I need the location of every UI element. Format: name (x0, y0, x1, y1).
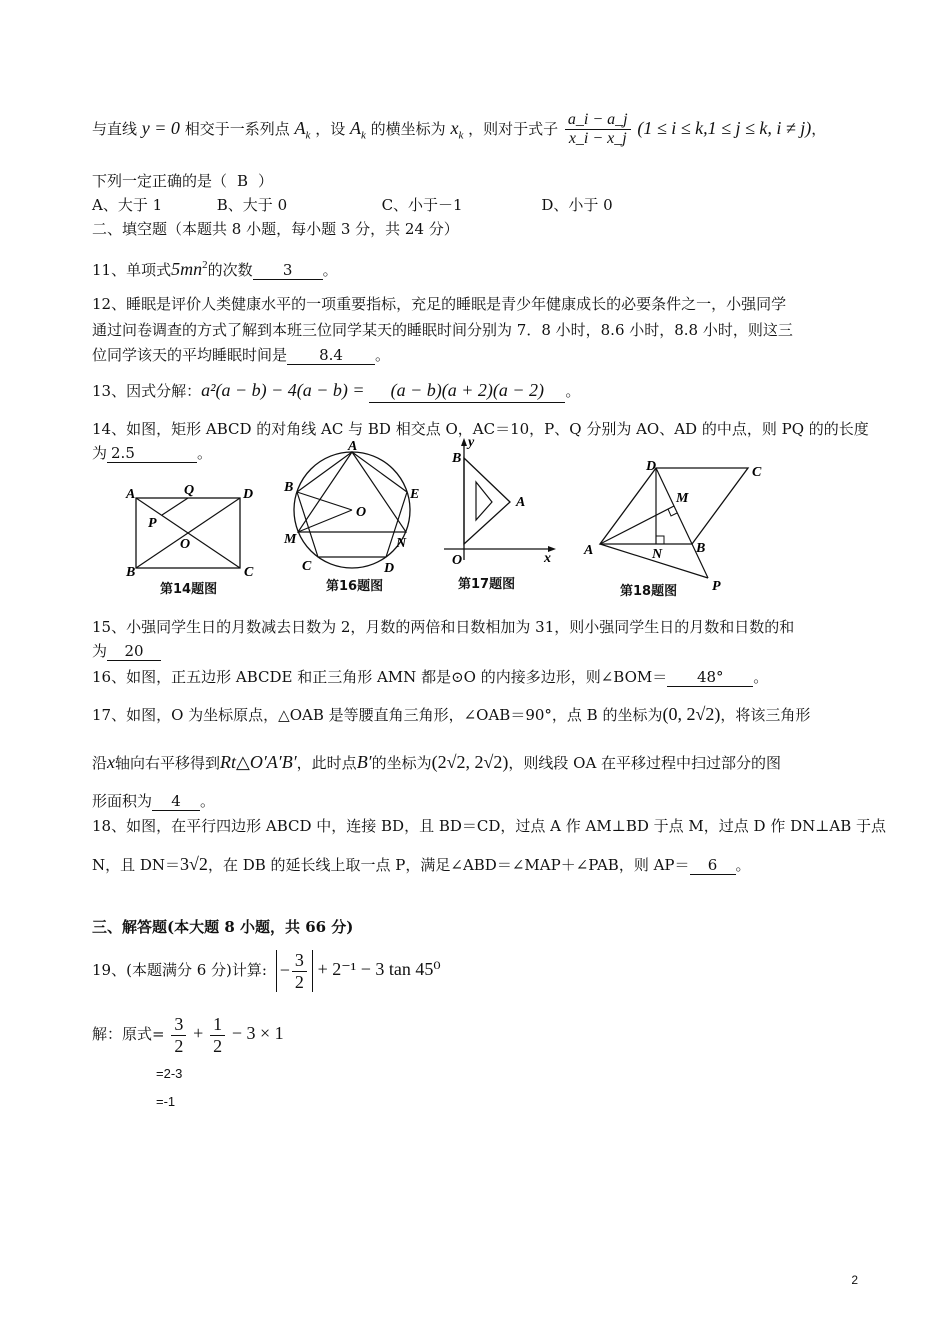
fig14-label: O (180, 537, 191, 552)
fig18-label: P (712, 579, 721, 594)
q14-line1: 14、如图，矩形 ABCD 的对角线 AC 与 BD 相交点 O，AC＝10，P、Q 分别为 AO、AD 的中点，则 PQ 的的长度 (92, 420, 869, 438)
fig17-label: y (468, 436, 475, 450)
fig14-caption: 第14题图 (160, 582, 218, 597)
fig18-label: C (752, 465, 762, 480)
fig18-label: B (696, 541, 706, 556)
q19-solution-step2: =2-3 (156, 1066, 183, 1081)
page-number: 2 (851, 1273, 858, 1287)
q19-solution-step3: =-1 (156, 1094, 176, 1109)
figure-14 (120, 478, 265, 582)
fig16-label: C (302, 559, 312, 574)
fig18-label: A (584, 543, 594, 558)
fig16-label: N (396, 536, 407, 551)
fig17-caption: 第17题图 (458, 577, 516, 592)
fig14-label: A (126, 487, 136, 502)
fig16-label: E (410, 487, 420, 502)
fig18-label: N (652, 547, 663, 562)
q12-line1: 12、睡眠是评价人类健康水平的一项重要指标，充足的睡眠是青少年健康成长的必要条件之一，小强同学 (92, 295, 787, 313)
q16: 16、如图，正五边形 ABCDE 和正三角形 AMN 都是⊙O 的内接多边形，则∠BOM＝ 48° 。 (92, 668, 769, 686)
q12-line3: 位同学该天的平均睡眠时间是 8.4 。 (92, 346, 391, 364)
q18-line1: 18、如图，在平行四边形 ABCD 中，连接 BD，且 BD＝CD，过点 A 作 AM⊥BD 于点 M，过点 D 作 DN⊥AB 于点 (92, 817, 886, 835)
fig17-label: A (516, 495, 526, 510)
fig17-label: O (452, 553, 463, 566)
fig18-label: M (676, 491, 689, 506)
q19-solution-line1: 解：原式= $\frac{3}{2}$ + $\frac{1}{2}$ − 3 × 1 (92, 1014, 284, 1056)
fig16-label: M (284, 532, 297, 547)
fig14-label: D (243, 487, 254, 502)
section3-title: 三、解答题(本大题 8 小题，共 66 分) (92, 918, 354, 936)
q10-line2: 下列一定正确的是（ B ） (92, 172, 274, 190)
q18-line2: N，且 DN＝3√2，在 DB 的延长线上取一点 P，满足∠ABD＝∠MAP＋∠PAB，则 AP＝ 6 。 (92, 854, 751, 874)
q10-line1: 与直线 y = 0 相交于一系列点 $A_k$ ，设 $A_k$ 的横坐标为 $x_k$ ，则对于式子 $\frac{a\_i - a\_j}{x\_i - x\_j}$ (1 ≤ i ≤ k,1 ≤ j ≤ k, i ≠ j)， (92, 111, 827, 148)
q17-answer: 4 (152, 792, 200, 811)
q19: 19、(本题满分 6 分)计算: − $\frac{3}{2}$ + 2⁻¹ − 3 tan 45⁰ (92, 950, 441, 992)
figure-17 (440, 436, 560, 570)
fig14-label: B (126, 565, 136, 578)
q14-line2: 为 2.5 。 (92, 444, 213, 462)
fig18-label: D (646, 459, 657, 474)
figure-18 (580, 456, 780, 598)
q17-line1: 17、如图，O 为坐标原点，△OAB 是等腰直角三角形，∠OAB＝90°，点 B 的坐标为(0, 2√2)，将该三角形 (92, 704, 811, 724)
q10-fraction: $\frac{a\_i - a\_j}{x\_i - x\_j}$ (565, 111, 631, 149)
q15-line2: 为 20 (92, 642, 161, 661)
fig16-label: D (384, 561, 395, 576)
q11-answer: 3 (253, 261, 323, 280)
q16-answer: 48° (667, 668, 753, 687)
q17-line3: 形面积为 4 。 (92, 792, 216, 810)
q11: 11、单项式$5mn^2$的次数 3 。 (92, 259, 338, 279)
fig14-label: Q (184, 483, 195, 498)
fig17-label: x (544, 551, 551, 566)
q10-options: A、大于 1 B、大于 0 C、小于－1 D、小于 0 (92, 196, 613, 214)
q12-answer: 8.4 (287, 346, 375, 365)
fig16-label: B (284, 480, 294, 495)
fig16-label: O (356, 505, 367, 520)
q18-answer: 6 (690, 856, 736, 875)
q12-line2: 通过问卷调查的方式了解到本班三位同学某天的睡眠时间分别为 7．8 小时，8.6 小时，8.8 小时，则这三 (92, 321, 793, 339)
fig16-label: A (348, 440, 358, 454)
fig14-label: P (148, 516, 157, 531)
q14-answer: 2.5 (107, 444, 197, 463)
fig16-caption: 第16题图 (326, 579, 384, 594)
q13: 13、因式分解：a²(a − b) − 4(a − b) = (a − b)(a + 2)(a − 2) 。 (92, 380, 580, 403)
figure-16 (282, 440, 422, 584)
q17-line2: 沿x轴向右平移得到Rt△O′A′B′，此时点B′的坐标为(2√2, 2√2)，则线段 OA 在平移过程中扫过部分的图 (92, 752, 782, 772)
q10-answer: B (237, 172, 249, 190)
fig18-caption: 第18题图 (620, 584, 678, 599)
q15-answer: 20 (107, 642, 161, 661)
q15-line1: 15、小强同学生日的月数减去日数为 2，月数的两倍和日数相加为 31，则小强同学生日的月数和日数的和 (92, 618, 795, 636)
section2-title: 二、填空题（本题共 8 小题，每小题 3 分，共 24 分） (92, 220, 459, 238)
fig14-label: C (244, 565, 254, 578)
fig17-label: B (452, 451, 462, 466)
q13-answer: (a − b)(a + 2)(a − 2) (369, 380, 565, 403)
